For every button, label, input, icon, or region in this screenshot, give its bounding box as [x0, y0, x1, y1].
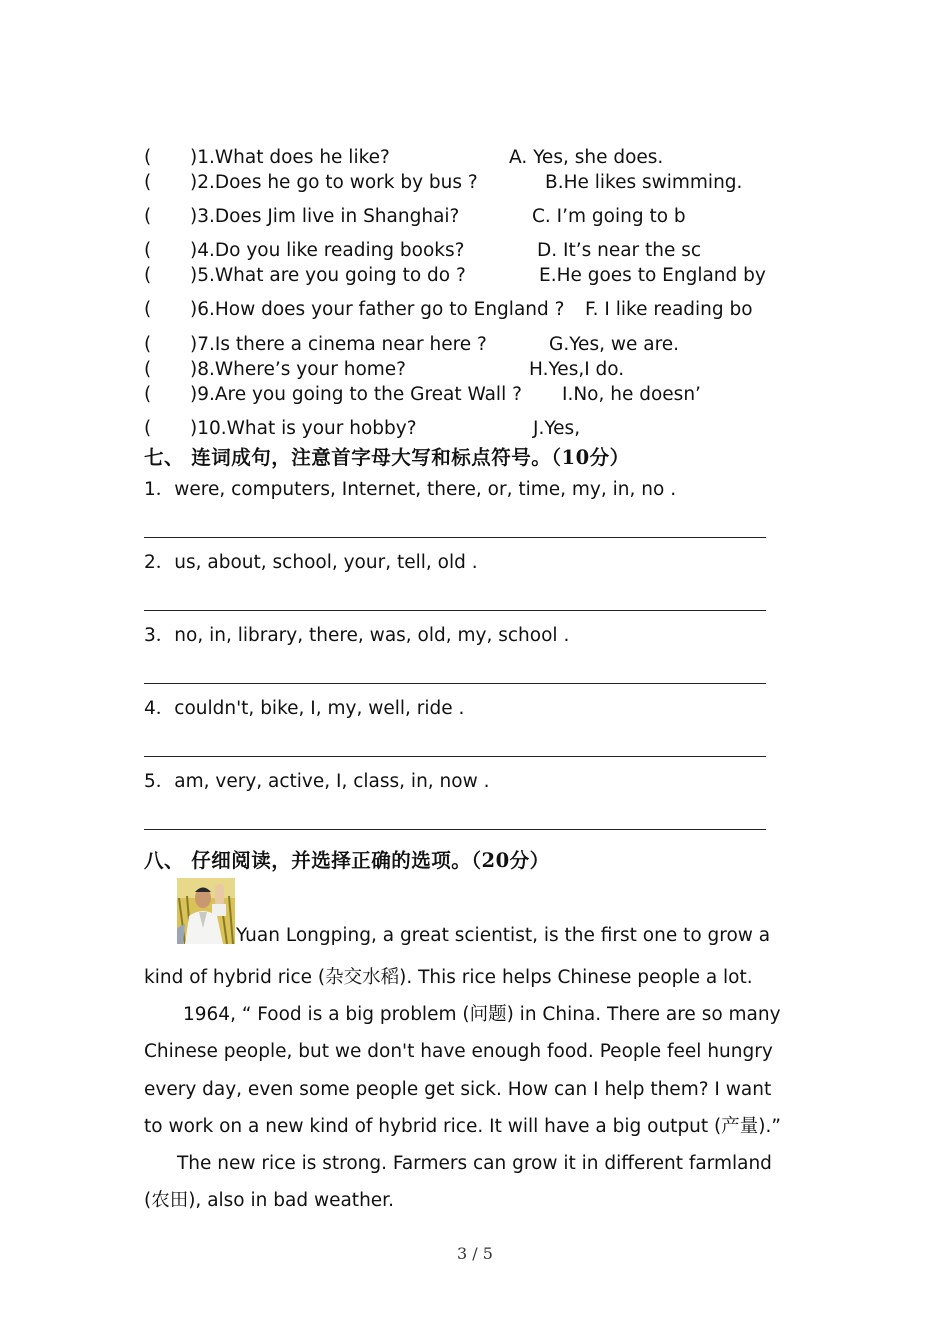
paren: (: [144, 384, 152, 405]
answer-a: A. Yes, she does.: [509, 147, 664, 168]
answer-h: H.Yes,I do.: [529, 359, 625, 380]
sentence-prompt-1: 1．were, computers, Internet, there, or, time, my, in, no .: [144, 479, 677, 500]
paren: (: [144, 299, 152, 320]
sentence-prompt-2: 2．us, about, school, your, tell, old .: [144, 552, 478, 573]
page-number: 3 / 5: [457, 1244, 493, 1263]
paren: (: [144, 240, 152, 261]
answer-line-5[interactable]: [144, 829, 766, 830]
answer-line-4[interactable]: [144, 756, 766, 757]
answer-g: G.Yes, we are.: [549, 334, 680, 355]
question-10: )10.What is your hobby?: [190, 418, 417, 439]
question-6: )6.How does your father go to England ?: [190, 299, 565, 320]
question-3: )3.Does Jim live in Shanghai?: [190, 206, 460, 227]
passage-line-7: The new rice is strong. Farmers can grow it in different farmland: [177, 1153, 772, 1174]
passage-line-4: Chinese people, but we don't have enough food. People feel hungry: [144, 1041, 773, 1062]
paren: (: [144, 265, 152, 286]
portrait-photo: [177, 878, 235, 944]
answer-line-3[interactable]: [144, 683, 766, 684]
paren: (: [144, 359, 152, 380]
answer-d: D. It’s near the sc: [537, 240, 702, 261]
passage-line-5: every day, even some people get sick. How can I help them? I want: [144, 1079, 772, 1100]
sentence-prompt-3: 3．no, in, library, there, was, old, my, school .: [144, 625, 570, 646]
question-4: )4.Do you like reading books?: [190, 240, 465, 261]
sentence-prompt-5: 5．am, very, active, I, class, in, now .: [144, 771, 490, 792]
question-8: )8.Where’s your home?: [190, 359, 406, 380]
answer-line-2[interactable]: [144, 610, 766, 611]
question-5: )5.What are you going to do ?: [190, 265, 466, 286]
paren: (: [144, 147, 152, 168]
answer-line-1[interactable]: [144, 537, 766, 538]
sentence-prompt-4: 4．couldn't, bike, I, my, well, ride .: [144, 698, 465, 719]
answer-e: E.He goes to England by: [539, 265, 766, 286]
paren: (: [144, 206, 152, 227]
answer-b: B.He likes swimming.: [545, 172, 743, 193]
answer-f: F. I like reading bo: [585, 299, 753, 320]
section-8-title: 八、 仔细阅读，并选择正确的选项。（20分）: [144, 849, 550, 872]
passage-line-1: Yuan Longping, a great scientist, is the first one to grow a: [236, 925, 771, 946]
paren: (: [144, 418, 152, 439]
section-7-title: 七、 连词成句，注意首字母大写和标点符号。（10分）: [144, 446, 630, 469]
passage-line-6: to work on a new kind of hybrid rice. It will have a big output (产量).”: [144, 1116, 781, 1137]
paren: (: [144, 172, 152, 193]
paren: (: [144, 334, 152, 355]
question-1: )1.What does he like?: [190, 147, 390, 168]
portrait-image: [177, 878, 235, 944]
answer-i: I.No, he doesn’: [562, 384, 701, 405]
question-2: )2.Does he go to work by bus ?: [190, 172, 478, 193]
passage-line-3: 1964, “ Food is a big problem (问题) in China. There are so many: [183, 1004, 781, 1025]
question-7: )7.Is there a cinema near here ?: [190, 334, 487, 355]
passage-line-2: kind of hybrid rice (杂交水稻). This rice helps Chinese people a lot.: [144, 967, 753, 988]
question-9: )9.Are you going to the Great Wall ?: [190, 384, 522, 405]
passage-line-8: (农田), also in bad weather.: [144, 1190, 394, 1211]
answer-c: C. I’m going to b: [532, 206, 686, 227]
answer-j: J.Yes,: [533, 418, 581, 439]
